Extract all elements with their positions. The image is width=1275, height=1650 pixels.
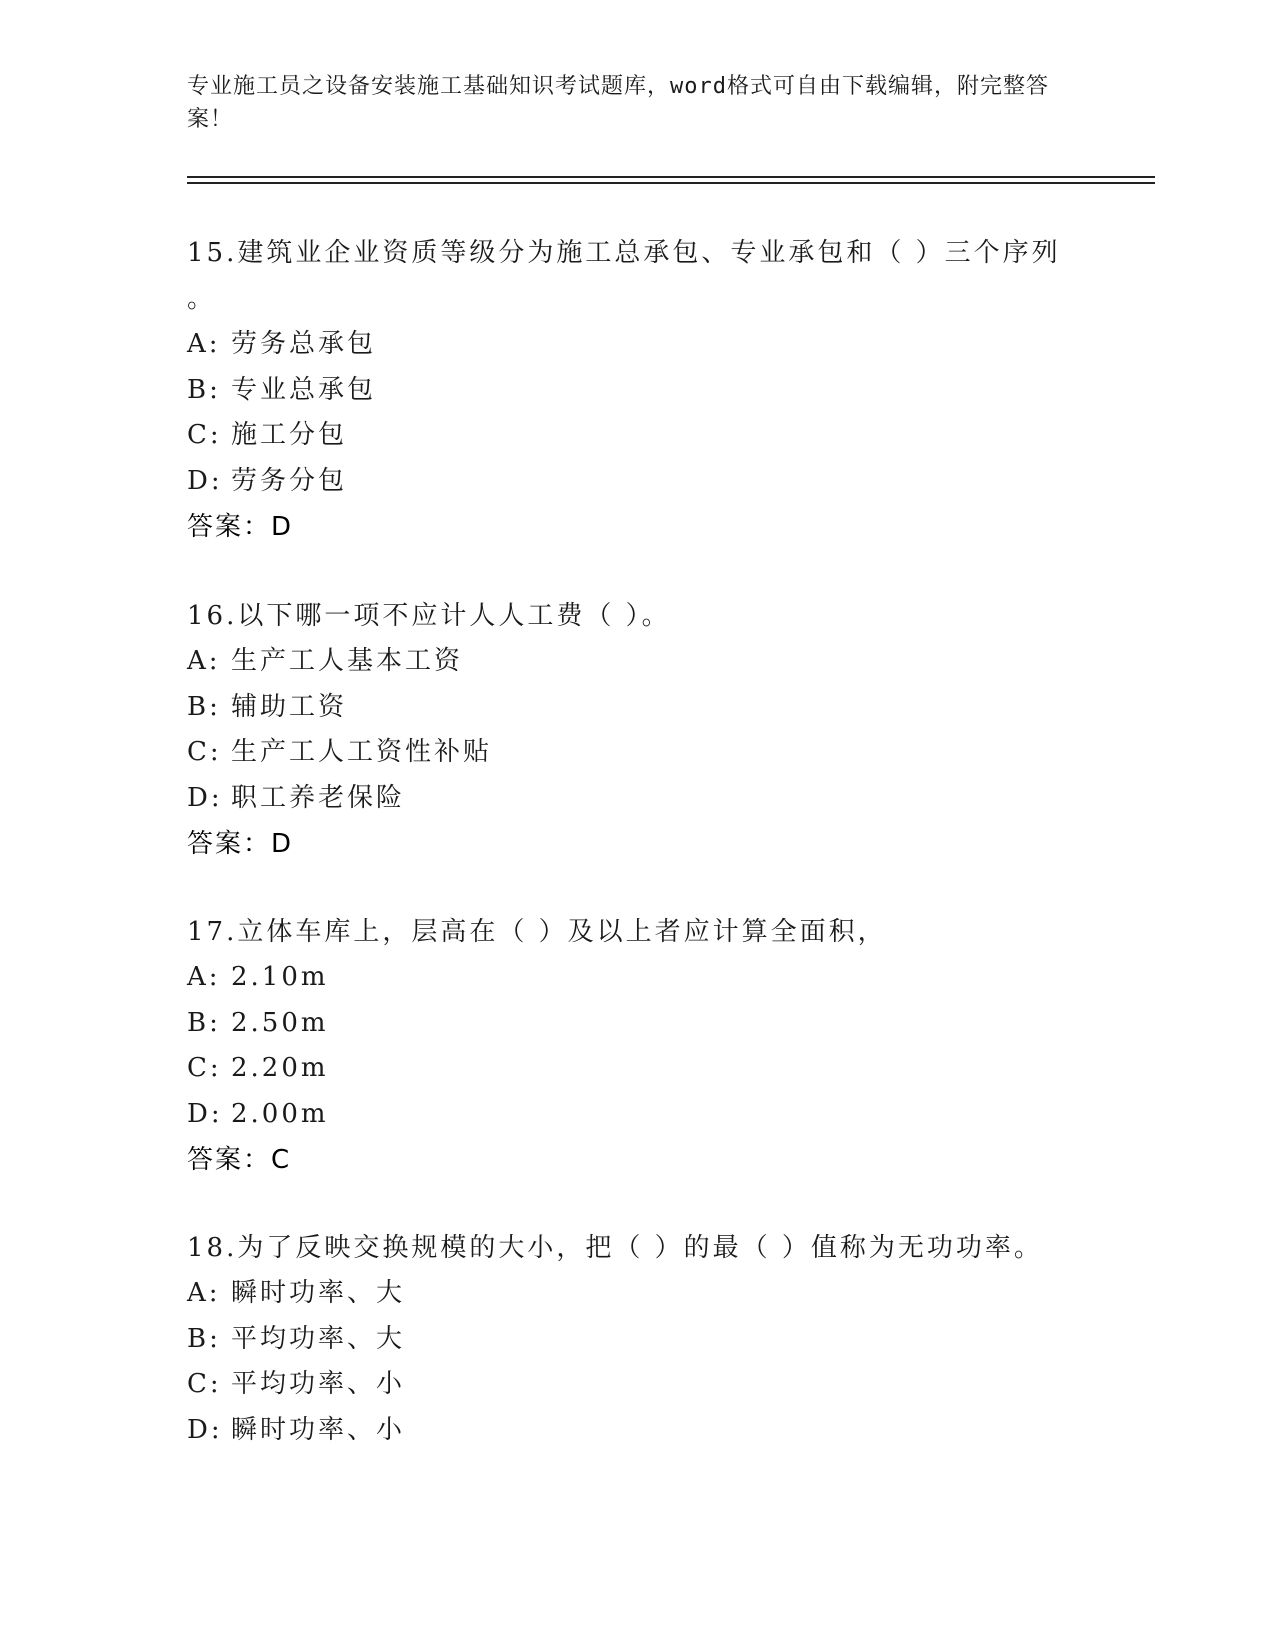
option-text: 2.20m (231, 1053, 329, 1083)
option-letter: A: (187, 329, 221, 359)
option-text: 生产工人基本工资 (231, 646, 464, 676)
option-d (187, 776, 1087, 822)
option-b (187, 368, 1087, 414)
question-stem (187, 593, 1087, 639)
question-stem-line: 15.建筑业企业资质等级分为施工总承包、专业承包和（ ）三个序列 (187, 238, 1061, 268)
option-text: 生产工人工资性补贴 (231, 737, 493, 767)
option-text: 平均功率、小 (231, 1369, 406, 1399)
option-letter: A: (187, 1278, 221, 1308)
question-17 (187, 909, 1087, 1183)
option-text: 劳务总承包 (231, 329, 377, 359)
answer-value: D (271, 512, 294, 542)
answer-line (187, 821, 1087, 867)
option-text: 职工养老保险 (231, 782, 406, 813)
option-d (187, 459, 1087, 505)
option-letter: C: (187, 1053, 222, 1083)
option-letter: A: (187, 962, 221, 992)
question-stem-line: 17.立体车库上，层高在（ ）及以上者应计算全面积， (187, 917, 887, 947)
answer-value: C (271, 1145, 292, 1175)
option-letter: B: (187, 691, 221, 722)
option-letter: C: (187, 737, 222, 767)
option-text: 2.10m (231, 962, 329, 992)
option-b (187, 1001, 1087, 1047)
option-d (187, 1408, 1087, 1454)
option-letter: D: (187, 465, 223, 496)
option-letter: B: (187, 1323, 221, 1354)
answer-label: 答案： (187, 1145, 272, 1175)
question-15 (187, 230, 1087, 550)
option-c (187, 413, 1087, 459)
option-b (187, 1317, 1087, 1363)
option-text: 辅助工资 (231, 691, 348, 722)
option-text: 2.50m (231, 1007, 329, 1038)
option-c (187, 1046, 1087, 1092)
header-divider-bottom (187, 182, 1155, 184)
option-text: 瞬时功率、小 (231, 1414, 406, 1445)
option-a (187, 322, 1087, 368)
option-text: 施工分包 (231, 420, 348, 450)
option-text: 专业总承包 (231, 374, 377, 405)
option-text: 瞬时功率、大 (231, 1278, 406, 1308)
question-stem (187, 909, 1087, 955)
option-text: 2.00m (231, 1098, 329, 1129)
answer-label: 答案： (187, 829, 272, 859)
option-text: 劳务分包 (231, 465, 348, 496)
question-16 (187, 593, 1087, 867)
option-letter: D: (187, 1414, 223, 1445)
answer-label: 答案： (187, 512, 272, 542)
question-18 (187, 1225, 1087, 1453)
option-d (187, 1092, 1087, 1138)
option-letter: C: (187, 1369, 222, 1399)
option-c (187, 730, 1087, 776)
option-letter: D: (187, 1098, 223, 1129)
option-letter: B: (187, 1007, 221, 1038)
option-a (187, 1271, 1087, 1317)
option-letter: C: (187, 420, 222, 450)
answer-value: D (271, 829, 294, 859)
option-letter: A: (187, 646, 221, 676)
option-c (187, 1362, 1087, 1408)
answer-line (187, 504, 1087, 550)
option-a (187, 639, 1087, 685)
option-b (187, 685, 1087, 731)
option-a (187, 955, 1087, 1001)
answer-line (187, 1137, 1087, 1183)
question-stem-line: 18.为了反映交换规模的大小，把（ ）的最（ ）值称为无功功率。 (187, 1233, 1043, 1263)
document-header: 专业施工员之设备安装施工基础知识考试题库，word格式可自由下载编辑，附完整答案！ (187, 74, 1049, 132)
option-letter: B: (187, 374, 221, 405)
question-stem (187, 1225, 1087, 1271)
option-text: 平均功率、大 (231, 1323, 406, 1354)
question-stem-line: 16.以下哪一项不应计人人工费（ ）。 (187, 601, 671, 631)
question-stem-continuation: 。 (187, 284, 217, 314)
header-divider-top (187, 176, 1155, 178)
question-stem (187, 230, 1087, 322)
option-letter: D: (187, 782, 223, 813)
